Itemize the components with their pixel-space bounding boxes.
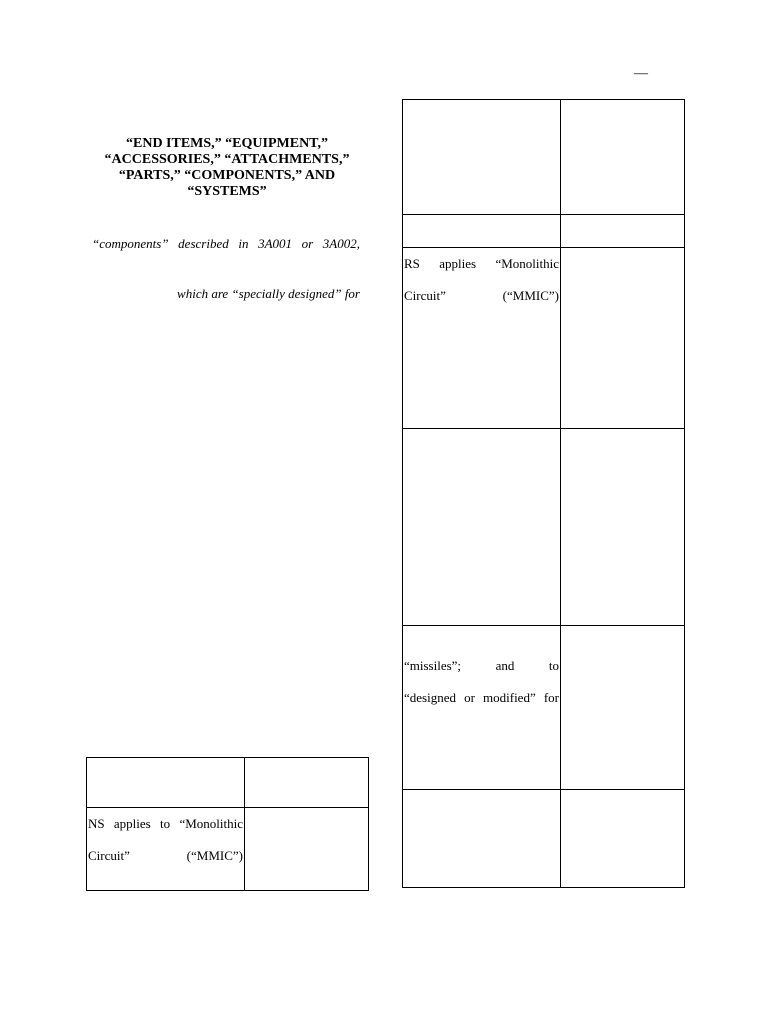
table-cell: [403, 790, 561, 888]
cell-text-line: Circuit” (“MMIC”): [88, 848, 243, 863]
table-cell: [561, 429, 685, 626]
heading-line: “ACCESSORIES,” “ATTACHMENTS,”: [104, 152, 350, 167]
left-control-table: [86, 757, 369, 891]
cell-text-line: “designed or modified” for: [404, 690, 559, 705]
section-heading: [96, 136, 358, 200]
missiles-cell: [403, 626, 561, 790]
table-cell: [87, 758, 245, 808]
right-control-table: [402, 99, 685, 888]
italic-text-line: which are “specially designed” for: [177, 286, 360, 301]
table-cell: [561, 248, 685, 429]
cell-text-line: “missiles”; and to: [404, 658, 559, 673]
heading-line: “PARTS,” “COMPONENTS,” AND: [118, 168, 336, 183]
heading-line: “END ITEMS,” “EQUIPMENT,”: [126, 136, 328, 151]
table-cell: [403, 215, 561, 248]
table-cell: [245, 758, 369, 808]
cell-text-line: Circuit” (“MMIC”): [404, 288, 559, 303]
cell-text-line: RS applies “Monolithic: [404, 256, 559, 271]
page-dash: —: [634, 66, 648, 81]
table-cell: [561, 215, 685, 248]
heading-line: “SYSTEMS”: [187, 184, 267, 199]
table-cell: [403, 100, 561, 215]
table-cell: [561, 100, 685, 215]
cell-text-line: NS applies to “Monolithic: [88, 816, 243, 831]
italic-text-line: “components” described in 3A001 or 3A002,: [92, 236, 360, 251]
table-cell: [561, 790, 685, 888]
rs-reason-cell: [403, 248, 561, 429]
table-cell: [245, 808, 369, 891]
table-cell: [561, 626, 685, 790]
table-cell: [403, 429, 561, 626]
ns-reason-cell: [87, 808, 245, 891]
